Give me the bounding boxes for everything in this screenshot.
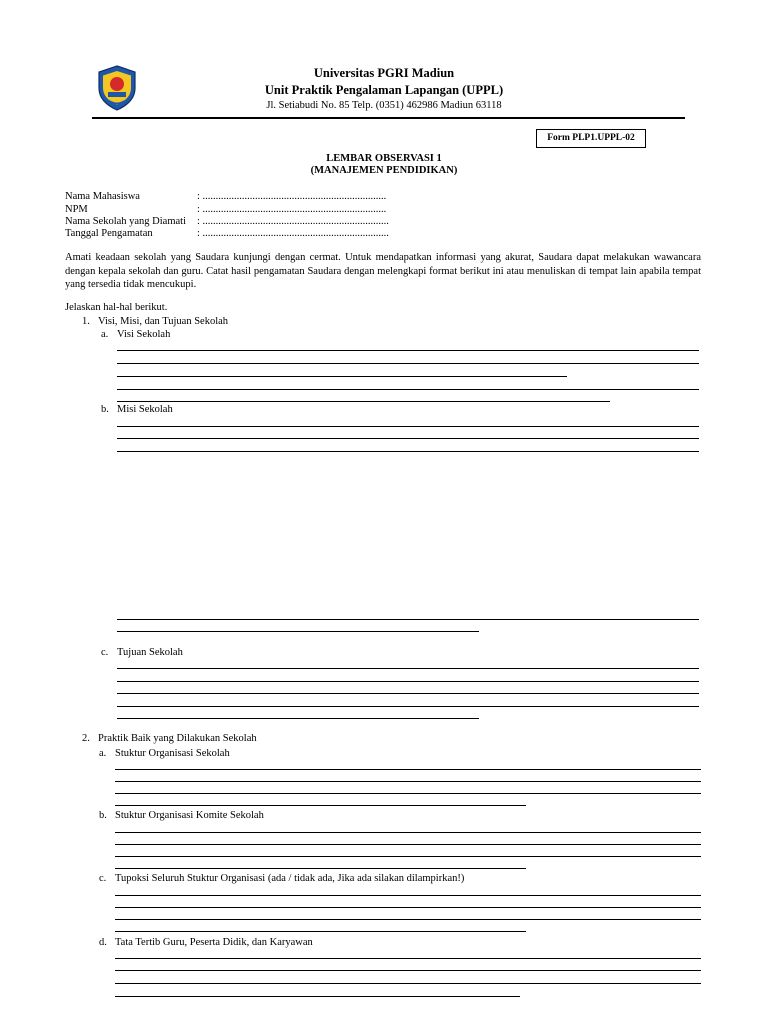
document-subtitle: (MANAJEMEN PENDIDIKAN) [310,165,458,176]
form-code-box: Form PLP1.UPPL-02 [536,129,646,148]
item-letter: b. [99,810,107,821]
unit-name: Unit Praktik Pengalaman Lapangan (UPPL) [264,83,504,97]
answer-line[interactable] [117,681,699,682]
answer-line[interactable] [117,438,699,439]
answer-line[interactable] [117,426,699,427]
header-rule [92,117,685,119]
section-title: Praktik Baik yang Dilakukan Sekolah [98,733,257,744]
explain-intro: Jelaskan hal-hal berikut. [65,302,168,313]
answer-line[interactable] [117,668,699,669]
answer-line[interactable] [117,376,567,377]
answer-line[interactable] [115,868,526,869]
answer-line[interactable] [117,401,610,402]
answer-line[interactable] [117,619,699,620]
answer-line[interactable] [115,907,701,908]
item-letter: d. [99,937,107,948]
answer-line[interactable] [115,895,701,896]
section-number: 1. [82,316,90,327]
document-title: LEMBAR OBSERVASI 1 [326,153,442,164]
field-label: NPM [65,204,88,215]
item-letter: a. [101,329,109,340]
answer-line[interactable] [115,781,701,782]
answer-line[interactable] [117,631,479,632]
item-label: Tata Tertib Guru, Peserta Didik, dan Karyawan [115,937,313,948]
item-label: Stuktur Organisasi Komite Sekolah [115,810,264,821]
item-letter: b. [101,404,109,415]
field-value[interactable]: : ....................................................................... [197,228,389,239]
answer-line[interactable] [115,832,701,833]
item-letter: c. [101,647,109,658]
answer-line[interactable] [117,451,699,452]
instructions-paragraph: Amati keadaan sekolah yang Saudara kunjungi dengan cermat. Untuk mendapatkan informasi yang akurat, Saudara dapat melakukan wawancara dengan kepala sekolah dan guru. Catat hasil pengamatan Saudara dengan melengkapi format berikut ini atau menuliskan di tempat lain apabila tempat yang tersedia tidak mencukupi. [65,252,701,290]
answer-line[interactable] [117,706,699,707]
answer-line[interactable] [115,769,701,770]
answer-line[interactable] [117,718,479,719]
field-value[interactable]: : ...................................................................... [197,204,387,215]
answer-line[interactable] [117,350,699,351]
item-label: Stuktur Organisasi Sekolah [115,748,230,759]
answer-line[interactable] [115,996,520,997]
answer-line[interactable] [117,363,699,364]
item-letter: a. [99,748,107,759]
answer-line[interactable] [115,844,701,845]
answer-line[interactable] [115,958,701,959]
answer-line[interactable] [115,919,701,920]
field-label: Nama Mahasiswa [65,191,140,202]
answer-line[interactable] [115,983,701,984]
item-label: Tupoksi Seluruh Stuktur Organisasi (ada / tidak ada, Jika ada silakan dilampirkan!) [115,873,465,884]
item-label: Misi Sekolah [117,404,173,415]
field-label: Tanggal Pengamatan [65,228,153,239]
answer-line[interactable] [115,931,526,932]
section-title: Visi, Misi, dan Tujuan Sekolah [98,316,229,327]
field-label: Nama Sekolah yang Diamati [65,216,187,227]
answer-line[interactable] [115,805,526,806]
answer-line[interactable] [115,793,701,794]
university-name: Universitas PGRI Madiun [313,66,455,80]
answer-line[interactable] [117,693,699,694]
field-value[interactable]: : ....................................................................... [197,216,389,227]
item-label: Visi Sekolah [117,329,171,340]
answer-line[interactable] [115,856,701,857]
item-letter: c. [99,873,107,884]
answer-line[interactable] [117,389,699,390]
item-label: Tujuan Sekolah [117,647,183,658]
address: Jl. Setiabudi No. 85 Telp. (0351) 462986 Madiun 63118 [266,100,502,111]
answer-line[interactable] [115,970,701,971]
field-value[interactable]: : ...................................................................... [197,191,387,202]
section-number: 2. [82,733,90,744]
